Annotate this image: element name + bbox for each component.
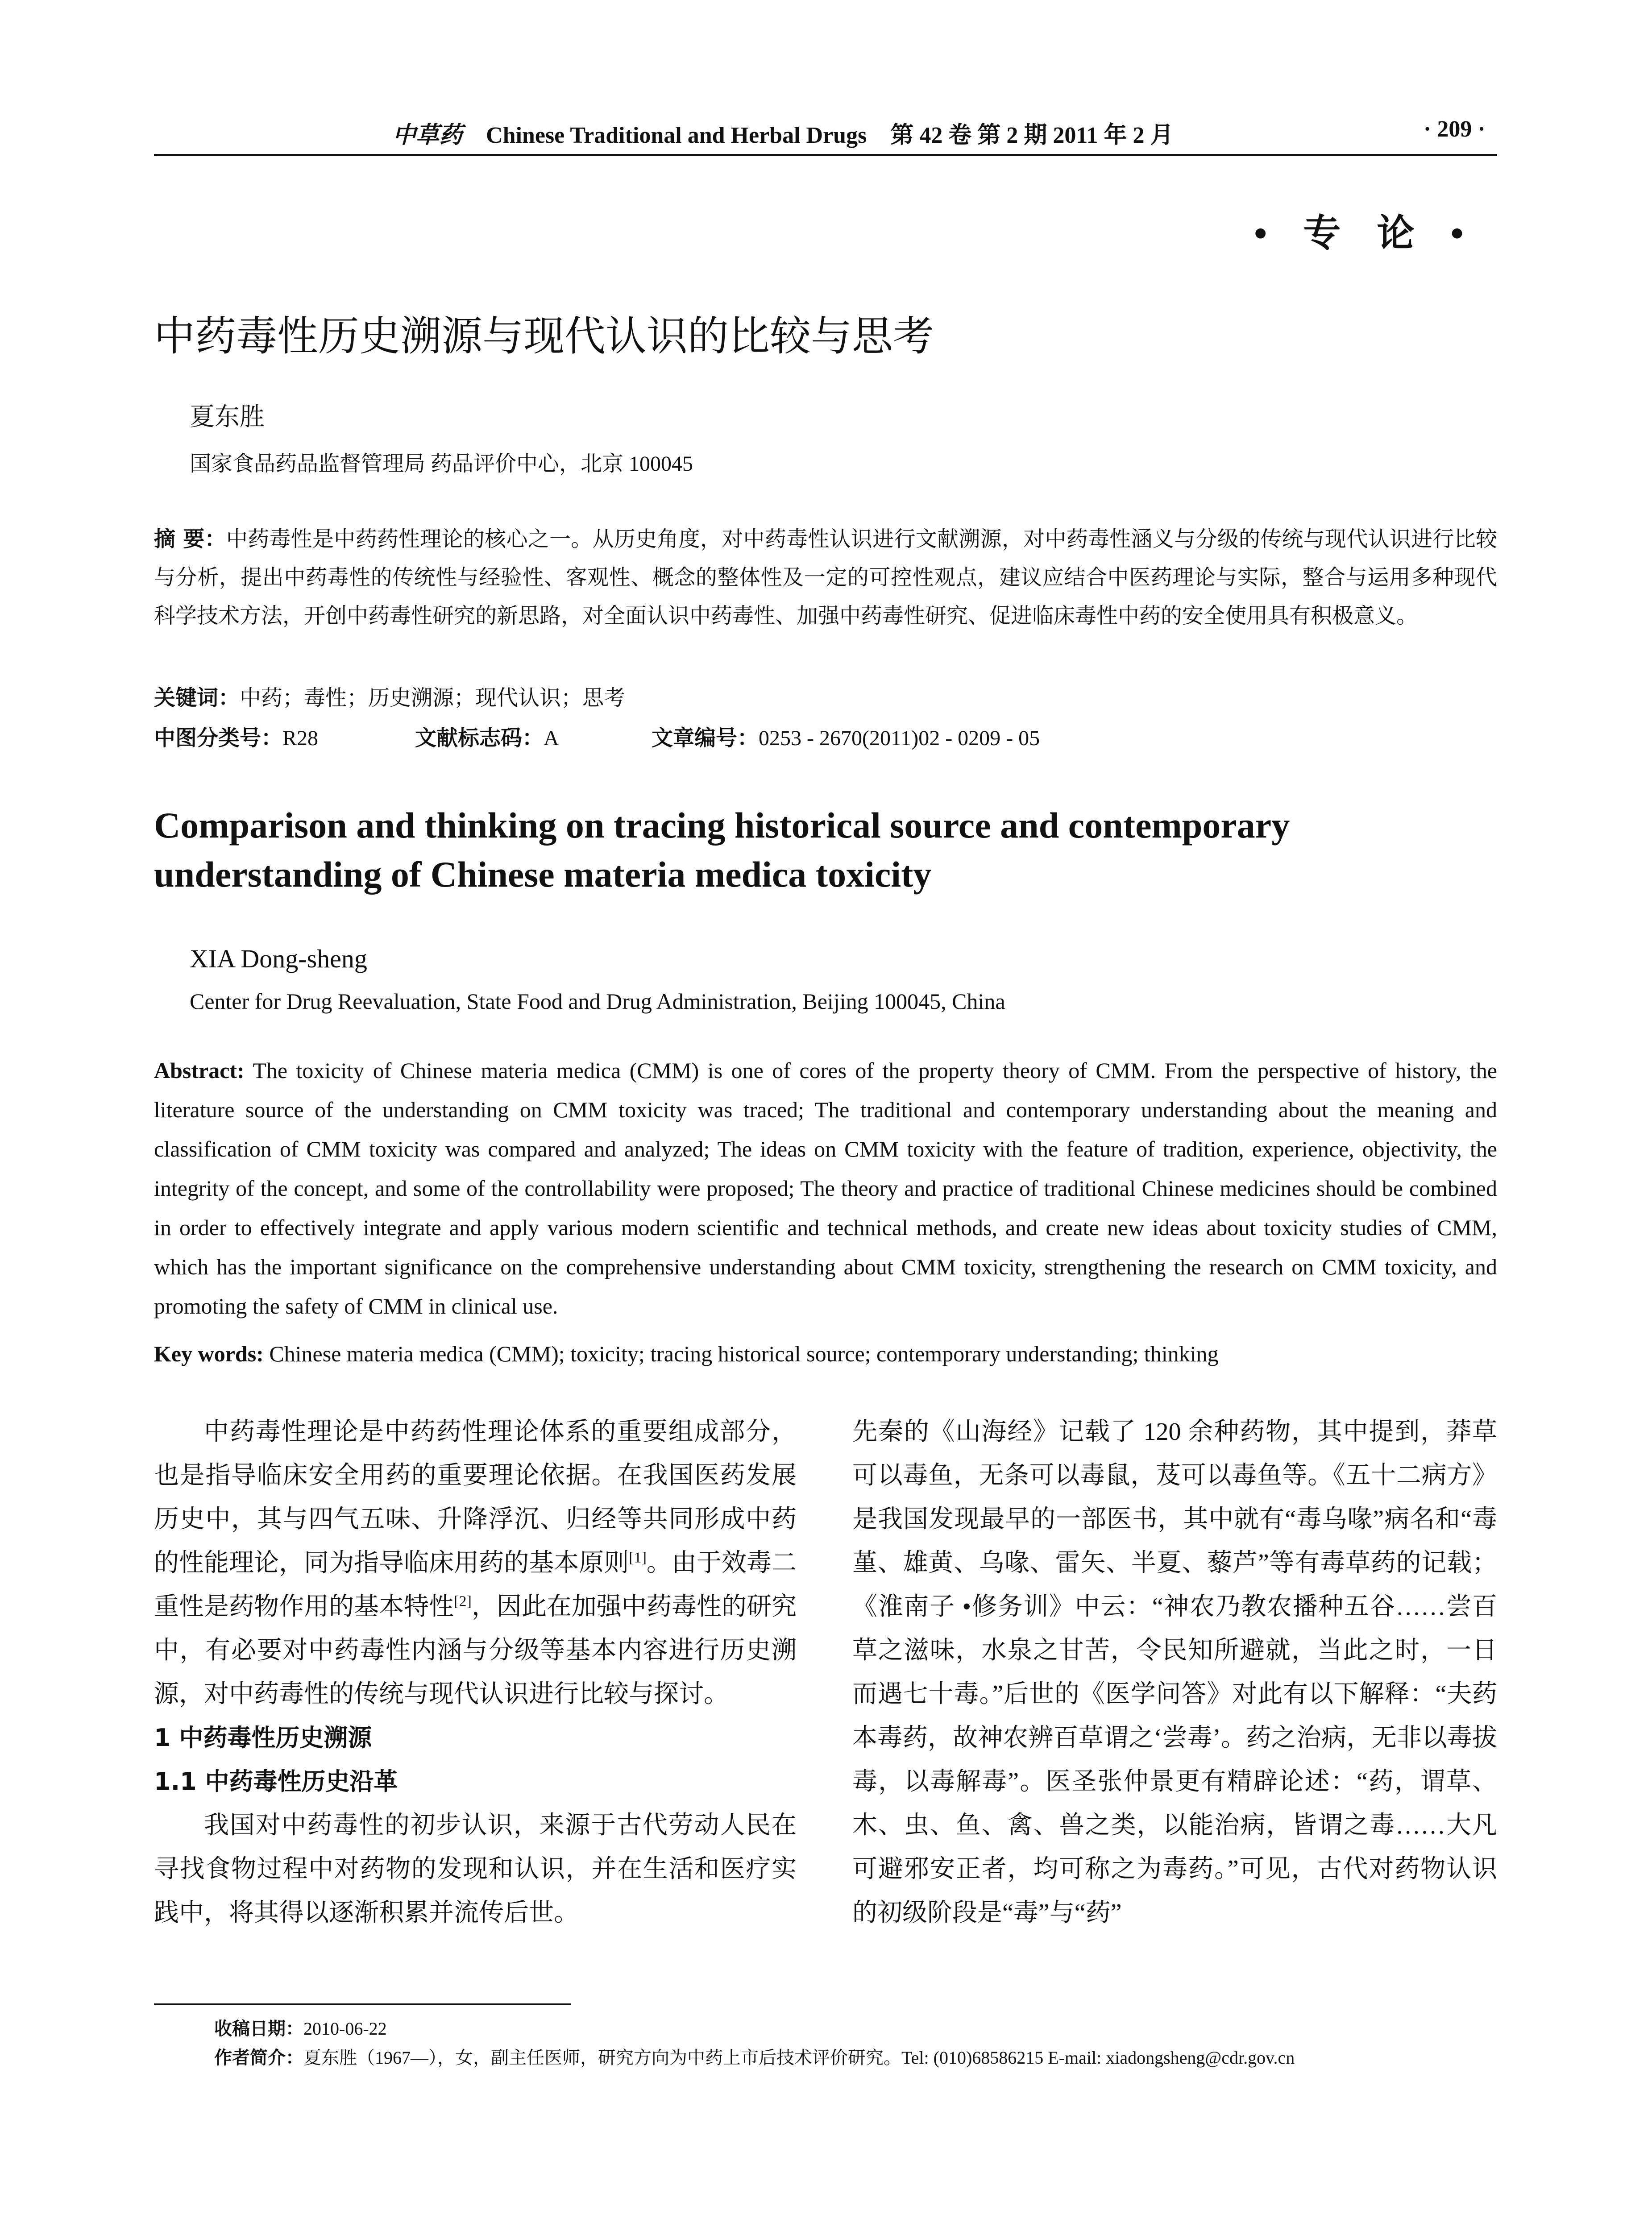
keywords-en <box>154 1334 1497 1373</box>
section-tag: • 专 论 • <box>1254 213 1477 254</box>
keywords-cn-label: 关键词： <box>154 685 240 710</box>
abstract-en <box>154 1051 1497 1326</box>
citation-ref[interactable]: [1] <box>629 1549 647 1566</box>
body-paragraph <box>154 1410 797 1716</box>
running-header <box>393 116 1173 149</box>
affiliation-cn: 国家食品药品监督管理局 药品评价中心，北京 100045 <box>190 452 693 476</box>
bio-label: 作者简介： <box>214 2048 303 2068</box>
footnote-received <box>214 2015 387 2040</box>
bio-value: 夏东胜（1967—），女，副主任医师，研究方向为中药上市后技术评价研究。Tel: (010)68586215 E-mail: xiadongsheng@cdr.gov.cn <box>303 2048 1295 2068</box>
author-en: XIA Dong-sheng <box>190 944 367 973</box>
body-column-right <box>852 1410 1497 1935</box>
page-number: · 209 · <box>1424 116 1486 142</box>
keywords-en-text: Chinese materia medica (CMM); toxicity; tracing historical source; contemporary understanding; thinking <box>269 1341 1219 1366</box>
abstract-en-text: The toxicity of Chinese materia medica (CMM) is one of cores of the property theory of CMM. From the perspective of history, the literature source of the understanding on CMM toxicity was traced; The traditional and contemporary understanding about the meaning and classification of CMM toxicity was compared and analyzed; The ideas on CMM toxicity with the feature of tradition, experience, objectivity, the integrity of the concept, and some of the controllability were proposed; The theory and practice of traditional Chinese medicines should be combined in order to effectively integrate and apply various modern scientific and technical methods, and create new ideas about toxicity studies of CMM, which has the important significance on the comprehensive understanding about CMM toxicity, strengthening the research on CMM toxicity, and promoting the safety of CMM in clinical use. <box>154 1058 1497 1319</box>
journal-name-en: Chinese Traditional and Herbal Drugs <box>486 123 867 148</box>
title-cn: 中药毒性历史溯源与现代认识的比较与思考 <box>154 312 934 360</box>
footnote-author-bio <box>214 2044 1295 2069</box>
article-no-value: 0253 - 2670(2011)02 - 0209 - 05 <box>759 726 1040 750</box>
classification-line <box>154 721 1040 751</box>
article-no-label: 文章编号： <box>652 726 759 751</box>
clc-value: R28 <box>282 726 319 750</box>
footnote-rule <box>154 2003 571 2005</box>
abstract-cn-label: 摘 要： <box>154 527 226 552</box>
body-text: 中药毒性理论是中药药性理论体系的重要组成部分，也是指导临床安全用药的重要理论依据。在我国医药发展历史中，其与四气五味、升降浮沉、归经等共同形成中药的性能理论，同为指导临床用药的基本原则 <box>154 1418 797 1577</box>
received-value: 2010-06-22 <box>303 2019 387 2039</box>
title-en: Comparison and thinking on tracing historical source and contemporary understanding of Chinese materia medica toxicity <box>154 805 1290 895</box>
received-label: 收稿日期： <box>214 2019 303 2039</box>
body-column-left <box>154 1410 797 1935</box>
subsection-heading: 1.1 中药毒性历史沿革 <box>154 1767 398 1796</box>
affiliation-en: Center for Drug Reevaluation, State Food and Drug Administration, Beijing 100045, China <box>190 989 1005 1014</box>
abstract-cn-text: 中药毒性是中药药性理论的核心之一。从历史角度，对中药毒性认识进行文献溯源，对中药毒性涵义与分级的传统与现代认识进行比较与分析，提出中药毒性的传统性与经验性、客观性、概念的整体性及一定的可控性观点，建议应结合中医药理论与实际，整合与运用多种现代科学技术方法，开创中药毒性研究的新思路，对全面认识中药毒性、加强中药毒性研究、促进临床毒性中药的安全使用具有积极意义。 <box>154 527 1497 628</box>
author-cn: 夏东胜 <box>190 403 265 431</box>
abstract-en-label: Abstract: <box>154 1058 245 1083</box>
keywords-cn <box>154 680 625 711</box>
body-paragraph: 先秦的《山海经》记载了 120 余种药物，其中提到，莽草可以毒鱼，无条可以毒鼠，芨可以毒鱼等。《五十二病方》是我国发现最早的一部医书，其中就有“毒乌喙”病名和“毒堇、雄黄、乌喙、雷矢、半夏、藜芦”等有毒草药的记载；《淮南子 •修务训》中云：“神农乃教农播种五谷……尝百草之滋味，水泉之甘苦，令民知所避就，当此之时，一日而遇七十毒。”后世的《医学问答》对此有以下解释：“夫药本毒药，故神农辨百草谓之‘尝毒’。药之治病，无非以毒拔毒，以毒解毒”。医圣张仲景更有精辟论述：“药，谓草、木、虫、鱼、禽、兽之类，以能治病，皆谓之毒……大凡可避邪安正者，均可称之为毒药。”可见，古代对药物认识的初级阶段是“毒”与“药” <box>852 1418 1497 1927</box>
issue-info: 第 42 卷 第 2 期 2011 年 2 月 <box>890 123 1174 148</box>
journal-name-cn: 中草药 <box>393 123 463 148</box>
body-paragraph: 我国对中药毒性的初步认识，来源于古代劳动人民在寻找食物过程中对药物的发现和认识，并在生活和医疗实践中，将其得以逐渐积累并流传后世。 <box>154 1812 797 1927</box>
section-heading: 1 中药毒性历史溯源 <box>154 1724 372 1752</box>
clc-label: 中图分类号： <box>154 726 283 751</box>
keywords-cn-text: 中药；毒性；历史溯源；现代认识；思考 <box>240 686 626 710</box>
doc-code-label: 文献标志码： <box>415 726 544 751</box>
keywords-en-label: Key words: <box>154 1341 264 1366</box>
abstract-cn <box>154 520 1497 635</box>
body-text: ，因此在加强中药毒性的研究中，有必要对中药毒性内涵与分级等基本内容进行历史溯源，对中药毒性的传统与现代认识进行比较与探讨。 <box>154 1593 797 1708</box>
header-rule <box>154 154 1497 156</box>
doc-code-value: A <box>544 726 559 750</box>
citation-ref[interactable]: [2] <box>454 1593 472 1610</box>
body-text: 。由于效毒二重性是药物作用的基本特性 <box>154 1549 797 1621</box>
